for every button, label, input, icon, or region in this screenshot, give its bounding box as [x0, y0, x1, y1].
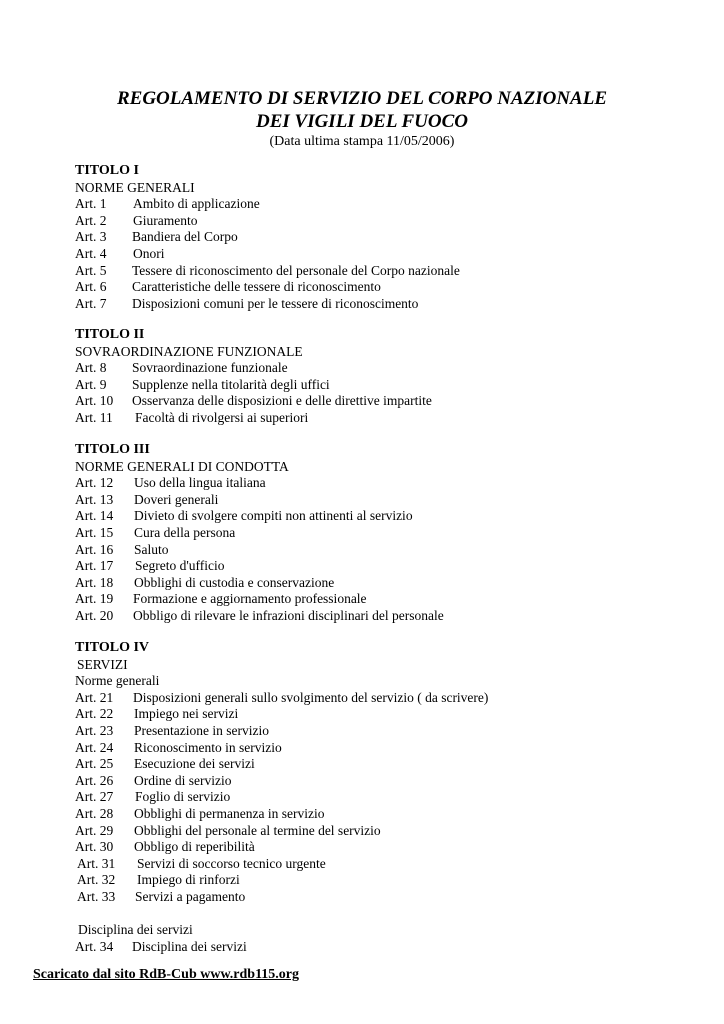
article-number: Art. 18 [75, 574, 114, 590]
section-title: TITOLO III [75, 442, 150, 457]
article-number: Art. 34 [75, 938, 114, 954]
article-number: Art. 11 [75, 409, 113, 425]
article-number: Art. 10 [75, 393, 114, 409]
article-number: Art. 23 [75, 722, 114, 738]
article-row [75, 246, 195, 263]
article-number: Art. 22 [75, 706, 114, 722]
article-title: Giuramento [133, 212, 198, 228]
article-title: Obbligo di rilevare le infrazioni disciplinari del personale [133, 607, 444, 623]
article-title: Servizi a pagamento [135, 888, 246, 904]
article-title: Segreto d'ufficio [135, 558, 225, 574]
article-number: Art. 5 [75, 262, 107, 278]
article-title: Divieto di svolgere compiti non attinenti al servizio [134, 508, 413, 524]
article-title: Formazione e aggiornamento professionale [133, 591, 367, 607]
section-titolo-1 [75, 163, 460, 312]
article-row [75, 229, 238, 246]
article-row [75, 839, 255, 856]
article-row [75, 279, 381, 296]
article-title: Disposizioni generali sullo svolgimento del servizio ( da scrivere) [133, 689, 489, 705]
article-title: Onori [133, 245, 165, 261]
article-title: Ambito di applicazione [133, 196, 260, 212]
article-row [75, 525, 289, 542]
section-subheading: Norme generali [75, 673, 160, 689]
section-heading: SOVRAORDINAZIONE FUNZIONALE [75, 343, 303, 359]
article-number: Art. 24 [75, 739, 114, 755]
document-title-line-2: DEI VIGILI DEL FUOCO [255, 111, 469, 132]
article-row [75, 360, 303, 377]
article-title: Supplenze nella titolarità degli uffici [132, 376, 330, 392]
article-row [75, 888, 246, 906]
article-title: Caratteristiche delle tessere di riconoscimento [132, 279, 381, 295]
article-title: Obblighi di custodia e conservazione [134, 574, 335, 590]
article-row [75, 508, 413, 525]
section-title: TITOLO I [75, 163, 139, 178]
article-row [75, 822, 381, 840]
article-number: Art. 3 [75, 229, 107, 245]
section-heading: SERVIZI [77, 656, 128, 672]
article-row [75, 558, 289, 575]
article-title: Facoltà di rivolgersi ai superiori [135, 409, 309, 425]
article-row [75, 938, 247, 956]
article-title: Saluto [134, 541, 169, 557]
article-number: Art. 6 [75, 279, 107, 295]
section-title: TITOLO II [75, 327, 145, 342]
article-number: Art. 21 [75, 689, 114, 705]
article-title: Esecuzione dei servizi [134, 756, 255, 772]
article-title: Impiego nei servizi [134, 706, 239, 722]
article-row [75, 212, 198, 230]
footer-source-link[interactable]: Scaricato dal sito RdB-Cub www.rdb115.org [33, 967, 300, 982]
article-row [75, 607, 444, 625]
article-number: Art. 15 [75, 524, 114, 540]
article-row [75, 393, 432, 410]
article-title: Disposizioni comuni per le tessere di riconoscimento [132, 295, 419, 311]
article-row [75, 492, 289, 509]
article-number: Art. 4 [75, 245, 107, 261]
blank-line [75, 906, 190, 923]
article-row [75, 542, 289, 559]
section-title: TITOLO IV [75, 640, 150, 655]
article-row [75, 591, 367, 608]
article-title: Obblighi del personale al termine del servizio [134, 822, 381, 838]
article-row [75, 295, 419, 313]
article-row [75, 872, 240, 889]
article-row [75, 772, 232, 790]
article-title: Uso della lingua italiana [134, 475, 266, 491]
article-row [75, 574, 335, 592]
article-number: Art. 17 [75, 558, 114, 574]
article-title: Sovraordinazione funzionale [132, 360, 288, 376]
section-heading: NORME GENERALI [75, 179, 195, 195]
print-date: (Data ultima stampa 11/05/2006) [269, 134, 455, 149]
document-title-line-1: REGOLAMENTO DI SERVIZIO DEL CORPO NAZIONALE [116, 88, 608, 109]
article-row [75, 789, 231, 806]
article-number: Art. 16 [75, 541, 114, 557]
article-number: Art. 25 [75, 756, 114, 772]
article-number: Art. 27 [75, 789, 114, 805]
article-number: Art. 7 [75, 295, 107, 311]
article-row [75, 475, 289, 492]
article-row [75, 739, 282, 757]
article-row [75, 262, 460, 280]
article-number: Art. 8 [75, 360, 107, 376]
article-title: Servizi di soccorso tecnico urgente [137, 855, 326, 871]
article-title: Doveri generali [134, 491, 219, 507]
article-number: Art. 13 [75, 491, 114, 507]
article-number: Art. 31 [77, 855, 116, 871]
article-number: Art. 14 [75, 508, 114, 524]
article-row [75, 376, 330, 394]
article-title: Tessere di riconoscimento del personale del Corpo nazionale [132, 262, 460, 278]
article-title: Foglio di servizio [135, 789, 231, 805]
article-number: Art. 26 [75, 772, 114, 788]
article-row [75, 706, 239, 723]
article-title: Cura della persona [134, 524, 236, 540]
article-number: Art. 29 [75, 822, 114, 838]
article-row [75, 855, 326, 873]
article-title: Impiego di rinforzi [137, 872, 240, 888]
article-row [75, 722, 269, 740]
section-titolo-4 [75, 640, 489, 955]
article-number: Art. 12 [75, 475, 114, 491]
article-title: Ordine di servizio [134, 772, 232, 788]
article-row [75, 756, 255, 773]
article-title: Presentazione in servizio [134, 722, 269, 738]
article-row [75, 805, 325, 823]
article-title: Riconoscimento in servizio [134, 739, 282, 755]
article-title: Bandiera del Corpo [132, 229, 238, 245]
article-number: Art. 20 [75, 607, 114, 623]
article-row [75, 409, 309, 427]
article-number: Art. 1 [75, 196, 107, 212]
article-number: Art. 9 [75, 376, 107, 392]
section-heading: NORME GENERALI DI CONDOTTA [75, 458, 289, 474]
article-number: Art. 28 [75, 805, 114, 821]
article-title: Disciplina dei servizi [132, 938, 247, 954]
article-title: Osservanza delle disposizioni e delle direttive impartite [132, 393, 432, 409]
article-number: Art. 30 [75, 839, 114, 855]
article-number: Art. 19 [75, 591, 114, 607]
article-title: Obbligo di reperibilità [134, 839, 255, 855]
article-title: Obblighi di permanenza in servizio [134, 805, 325, 821]
section-titolo-2 [75, 327, 432, 427]
article-number: Art. 2 [75, 212, 107, 228]
section-titolo-3 [75, 442, 444, 625]
section-subheading: Disciplina dei servizi [78, 922, 193, 938]
article-number: Art. 33 [77, 888, 116, 904]
article-number: Art. 32 [77, 872, 116, 888]
article-row [75, 689, 489, 707]
article-row [75, 196, 260, 213]
